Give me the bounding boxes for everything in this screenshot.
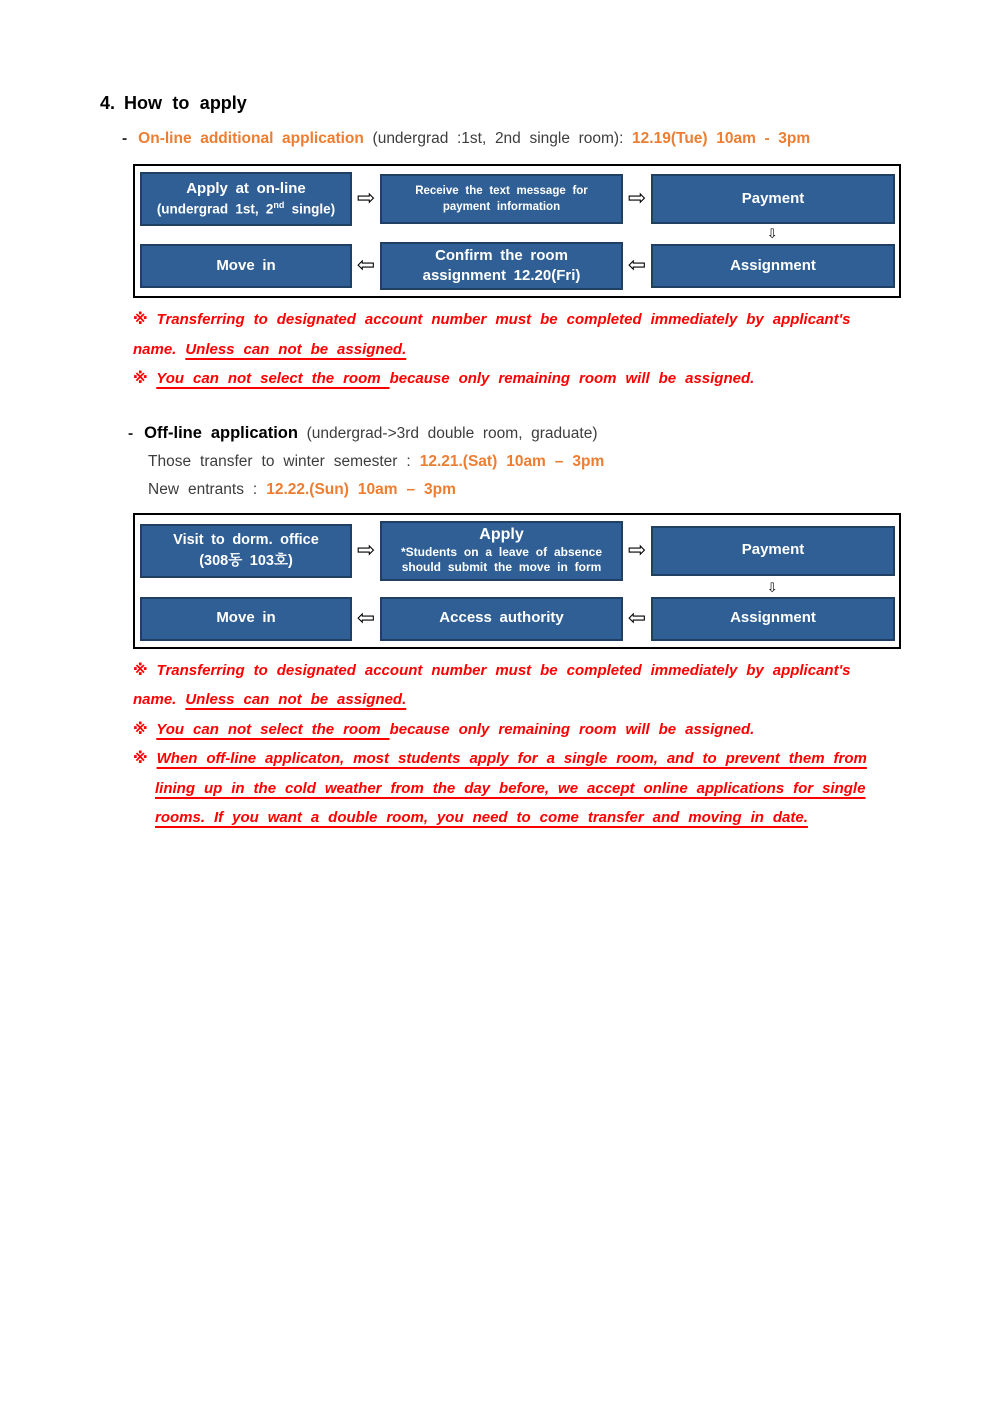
arrow-left-icon: ⇦ (356, 605, 376, 631)
flow-step-label: (308동 103호) (199, 552, 293, 569)
flow-step-move-in (140, 244, 352, 288)
offline-title: Off-line application (144, 423, 298, 442)
note-line: rooms. If you want a double room, you need to come transfer and moving in date. (155, 809, 808, 826)
flow-step-apply-online (140, 172, 352, 226)
flow-step-label: Visit to dorm. office (173, 532, 319, 549)
flow-step-receive-message (380, 174, 623, 224)
arrow-right-icon: ⇨ (627, 537, 647, 563)
section-number: 4. (100, 93, 116, 113)
note-line: ※ You can not select the room because only remaining room will be assigned. (133, 720, 755, 738)
flow-step-assignment (651, 244, 895, 288)
arrow-down-icon: ⇩ (766, 581, 778, 596)
note-line: ※ Transferring to designated account number must be completed immediately by applicant's (133, 311, 851, 328)
bullet-dash: - (128, 424, 134, 442)
flow-step-visit-office (140, 524, 352, 578)
flow-step-label: payment information (442, 201, 561, 213)
flow-step-label: Payment (741, 541, 805, 559)
offline-notes (133, 656, 923, 833)
flow-step-label: Access authority (439, 609, 564, 627)
arrow-left-icon: ⇦ (356, 253, 376, 278)
online-flowchart (133, 164, 901, 298)
flow-step-label: Move in (216, 609, 276, 627)
flow-step-assignment (651, 597, 895, 641)
flow-step-label: Assignment (730, 256, 816, 274)
offline-transfer-date-line (148, 453, 992, 471)
entrants-label: New entrants : (148, 480, 258, 498)
arrow-right-icon: ⇨ (627, 186, 647, 211)
note-line: ※ You can not select the room because only remaining room will be assigned. (133, 370, 755, 387)
flow-step-label: Apply at on-line (186, 180, 306, 198)
flow-step-sublabel: *Students on a leave of absence (401, 544, 602, 559)
online-time: 12.19(Tue) 10am - 3pm (632, 130, 811, 147)
flow-step-payment (651, 174, 895, 224)
bullet-dash: - (122, 130, 128, 147)
note-line: ※ When off-line applicaton, most students apply for a single room, and to prevent them from (133, 750, 867, 767)
transfer-label: Those transfer to winter semester : (148, 452, 411, 470)
flowchart-row-top (140, 172, 894, 226)
flowchart-row-top (140, 521, 894, 581)
flow-step-label: Move in (216, 256, 276, 274)
arrow-right-icon: ⇨ (356, 537, 376, 563)
online-title: On-line additional application (138, 130, 364, 147)
entrants-time: 12.22.(Sun) 10am – 3pm (266, 480, 456, 498)
flow-step-sublabel: (undergrad 1st, 2nd single) (156, 200, 336, 217)
section-heading (100, 93, 992, 114)
note-line: lining up in the cold weather from the day before, we accept online applications for single (155, 779, 866, 797)
flow-step-move-in (140, 597, 352, 641)
note-line: name. Unless can not be assigned. (133, 691, 407, 708)
online-subtitle: (undergrad :1st, 2nd single room): (372, 130, 624, 147)
flowchart-row-bottom (140, 597, 894, 641)
flow-step-sublabel: should submit the move in form (401, 560, 602, 575)
flowchart-row-bottom (140, 242, 894, 290)
online-application-heading (122, 130, 992, 148)
flow-step-payment (651, 526, 895, 576)
online-notes (133, 305, 923, 394)
flow-step-label: assignment 12.20(Fri) (422, 267, 581, 284)
offline-subtitle: (undergrad->3rd double room, graduate) (306, 424, 598, 442)
flow-step-confirm-assignment (380, 242, 623, 290)
flowchart-connector-row (140, 226, 894, 242)
flow-step-label: Confirm the room (435, 246, 568, 264)
arrow-left-icon: ⇦ (627, 605, 647, 631)
offline-application-heading (128, 424, 992, 443)
flow-step-label: Apply (479, 526, 524, 544)
transfer-time: 12.21.(Sat) 10am – 3pm (419, 452, 605, 470)
flow-step-label: Payment (741, 189, 805, 207)
flow-step-access-authority (380, 597, 623, 641)
flow-step-apply-offline (380, 521, 623, 581)
arrow-down-icon: ⇩ (766, 226, 778, 242)
flowchart-connector-row (140, 581, 894, 597)
flow-step-label: Assignment (730, 609, 816, 627)
arrow-right-icon: ⇨ (356, 186, 376, 211)
note-line: ※ Transferring to designated account number must be completed immediately by applicant's (133, 661, 851, 679)
section-title: How to apply (124, 93, 247, 113)
flow-step-label: Receive the text message for (415, 184, 588, 197)
note-line: name. Unless can not be assigned. (133, 340, 407, 358)
offline-entrants-date-line (148, 481, 992, 499)
arrow-left-icon: ⇦ (627, 253, 647, 278)
offline-flowchart (133, 513, 901, 649)
